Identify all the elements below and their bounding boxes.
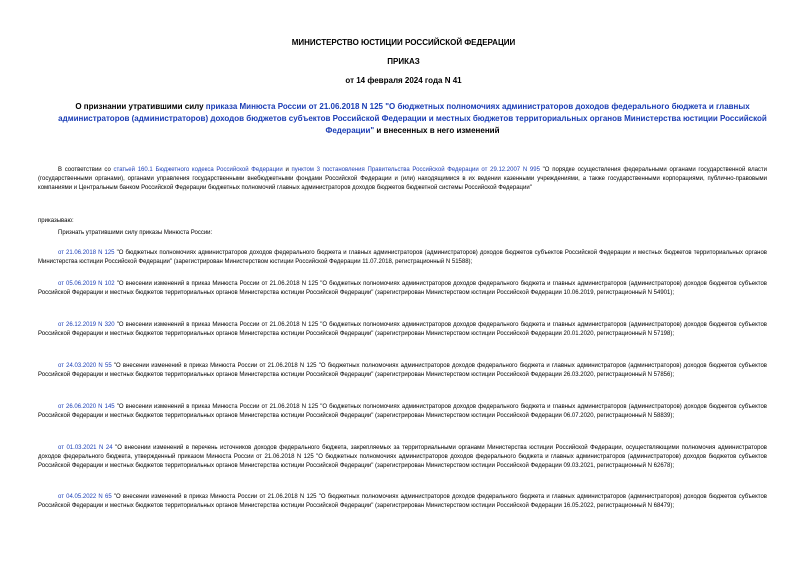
order-link[interactable]: от 26.06.2020 N 145 [58, 404, 115, 410]
list-item-text: "О внесении изменений в приказ Минюста России от 21.06.2018 N 125 "О бюджетных полномочиях администраторов доходов федерального бюджета и главных администраторов (администраторов) доходов бюджетов субъектов Российской Федерации и местных бюджетов территориальных органов Министерства юстиции Российской Федерации" (зарегистрирован Министерством юстиции Российской Федерации 20.01.2020, регистрационный N 57198); [38, 322, 767, 337]
ministry-heading: МИНИСТЕРСТВО ЮСТИЦИИ РОССИЙСКОЙ ФЕДЕРАЦИИ [291, 38, 516, 47]
document-type-heading: ПРИКАЗ [387, 57, 420, 66]
title-prefix: О признании утратившими силу [75, 102, 206, 111]
list-item-text: "О внесении изменений в приказ Минюста России от 21.06.2018 N 125 "О бюджетных полномочиях администраторов доходов федерального бюджета и главных администраторов (администраторов) доходов бюджетов субъектов Российской Федерации и местных бюджетов территориальных органов Министерства юстиции Российской Федерации" (зарегистрирован Министерством юстиции Российской Федерации 06.07.2020, регистрационный N 58839); [38, 404, 767, 419]
order-link[interactable]: от 24.03.2020 N 55 [58, 363, 112, 369]
list-item [38, 249, 767, 267]
government-decree-link[interactable]: пунктом 3 постановления Правительства Российской Федерации от 29.12.2007 N 995 [291, 167, 540, 173]
preamble-text: "О порядке осуществления федеральными органами государственной власти (государственными органами), органами управления государственными внебюджетными фондами Российской Федерации и (или) находящимися в их ведении казенными учреждениями, а также государственными корпорациями, публично-правовыми компаниями и Центральным банком Российской Федерации бюджетных полномочий главных администраторов доходов бюджетов бюджетной системы Российской Федерации" [38, 167, 768, 191]
list-item [38, 362, 767, 380]
order-link[interactable]: от 05.06.2019 N 102 [58, 281, 115, 287]
list-item [38, 321, 767, 339]
document-date-heading: от 14 февраля 2024 года N 41 [345, 76, 462, 85]
list-item [38, 444, 767, 471]
document-title [58, 101, 767, 137]
preamble-paragraph [38, 166, 767, 193]
list-item-text: "О бюджетных полномочиях администраторов доходов федерального бюджета и главных администраторов (администраторов) доходов бюджетов субъектов Российской Федерации и местных бюджетов территориальных органов Министерства юстиции Российской Федерации" (зарегистрирован Министерством юстиции Российской Федерации 11.07.2018, регистрационный N 51588); [38, 250, 767, 265]
list-item-text: "О внесении изменений в перечень источников доходов федерального бюджета, закрепляемых за территориальными органами Министерства юстиции Российской Федерации, осуществляющими полномочия администраторов доходов федерального бюджета, утвержденный приказом Минюста России от 21.06.2018 N 125 "О бюджетных полномочиях администраторов доходов федерального бюджета и главных администраторов (администраторов) доходов бюджетов субъектов Российской Федерации и местных бюджетов территориальных органов Министерства юстиции Российской Федерации" (зарегистрирован Министерством юстиции Российской Федерации 09.03.2021, регистрационный N 62678); [38, 445, 767, 469]
order-link[interactable]: от 01.03.2021 N 24 [58, 445, 113, 451]
order-word: приказываю: [38, 218, 74, 224]
title-link[interactable]: приказа Минюста России от 21.06.2018 N 125 "О бюджетных полномочиях администраторов доходов федерального бюджета и главных администраторов (администраторов) доходов бюджетов субъектов Российской Федерации и местных бюджетов территориальных органов Министерства юстиции Российской Федерации" [58, 102, 767, 135]
order-link[interactable]: от 26.12.2019 N 320 [58, 322, 115, 328]
list-item [38, 280, 767, 298]
title-suffix: и внесенных в него изменений [374, 126, 500, 135]
intro-paragraph: Признать утратившими силу приказы Минюста России: [58, 230, 213, 236]
list-item-text: "О внесении изменений в приказ Минюста России от 21.06.2018 N 125 "О бюджетных полномочиях администраторов доходов федерального бюджета и главных администраторов (администраторов) доходов бюджетов субъектов Российской Федерации и местных бюджетов территориальных органов Министерства юстиции Российской Федерации" (зарегистрирован Министерством юстиции Российской Федерации 26.03.2020, регистрационный N 57856); [38, 363, 767, 378]
list-item-text: "О внесении изменений в приказ Минюста России от 21.06.2018 N 125 "О бюджетных полномочиях администраторов доходов федерального бюджета и главных администраторов (администраторов) доходов бюджетов субъектов Российской Федерации и местных бюджетов территориальных органов Министерства юстиции Российской Федерации" (зарегистрирован Министерством юстиции Российской Федерации 16.05.2022, регистрационный N 68479); [38, 494, 767, 509]
order-link[interactable]: от 21.06.2018 N 125 [58, 250, 115, 256]
list-item [38, 493, 767, 511]
preamble-text: и [282, 167, 292, 173]
preamble-text: В соответствии со [58, 167, 114, 173]
list-item-text: "О внесении изменений в приказ Минюста России от 21.06.2018 N 125 "О бюджетных полномочиях администраторов доходов федерального бюджета и главных администраторов (администраторов) доходов бюджетов субъектов Российской Федерации и местных бюджетов территориальных органов Министерства юстиции Российской Федерации" (зарегистрирован Министерством юстиции Российской Федерации 10.06.2019, регистрационный N 54901); [38, 281, 767, 296]
order-link[interactable]: от 04.05.2022 N 65 [58, 494, 112, 500]
budget-code-link[interactable]: статьей 160.1 Бюджетного кодекса Российской Федерации [113, 167, 283, 173]
list-item [38, 403, 767, 421]
